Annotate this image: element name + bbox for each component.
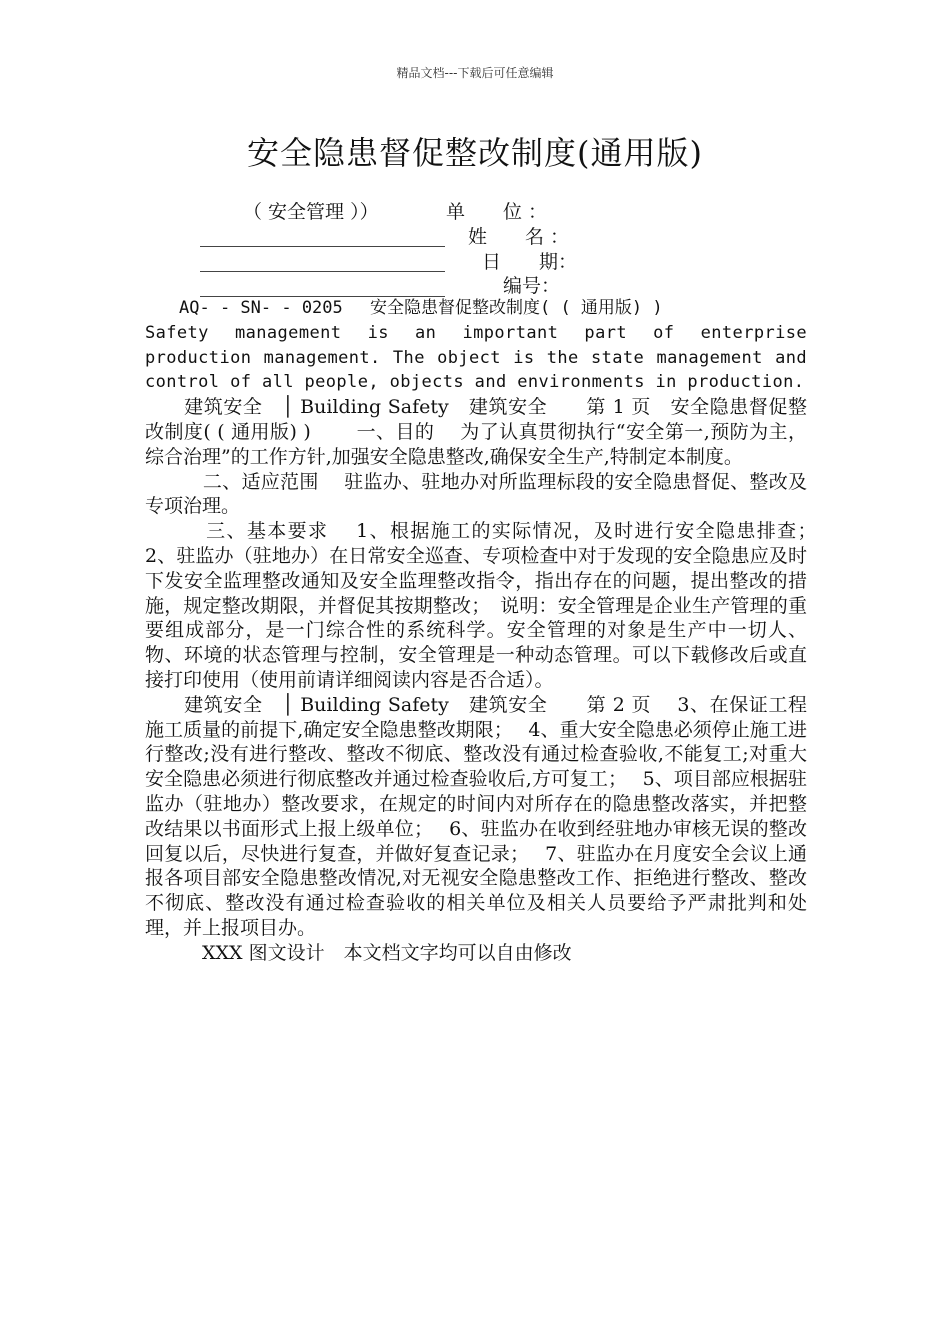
category-label: （ 安全管理 ）） (243, 201, 379, 223)
name-blank-line (200, 271, 445, 272)
date-label: 日 期： (482, 251, 578, 273)
section-scope: 二、适应范围 驻监办、驻地办对所监理标段的安全隐患督促、整改及专项治理。 (145, 470, 807, 518)
number-label: 编号： (503, 275, 561, 297)
name-label: 姓 名 ： (468, 226, 570, 248)
footer-note: XXX 图文设计 本文档文字均可以自由修改 (145, 941, 572, 964)
english-intro: Safety management is an important part of enterprise production management. The object is the state management and control of all people, objects and environments in production. (145, 322, 818, 393)
section-requirements: 三、基本要求 1、根据施工的实际情况，及时进行安全隐患排查； 2、驻监办（驻地办）在日常安全巡查、专项检查中对于发现的安全隐患应及时下发安全监理整改通知及安全监理整改指令，指出存在的问题，提出整改的措施，规定整改期限，并督促其按期整改； 说明：安全管理是企业生产管理的重要组成部分，是一门综合性的系统科学。安全管理的对象是生产中一切人、物、环境的状态管理与控制，安全管理是一种动态管理。可以下载修改后或直接打印使用（使用前请详细阅读内容是否合适）。 (145, 520, 827, 691)
section-requirements-continued: 建筑安全 │ Building Safety 建筑安全 第 2 页 3、在保证工程施工质量的前提下,确定安全隐患整改期限； 4、重大安全隐患必须停止施工进行整改;没有进行整改、整改不彻底、整改没有通过检查验收,不能复工;对重大安全隐患必须进行彻底整改并通过检查验收后,方可复工； 5、项目部应根据驻监办（驻地办）整改要求，在规定的时间内对所存在的隐患整改落实，并把整改结果以书面形式上报上级单位； 6、驻监办在收到经驻地办审核无误的整改回复以后，尽快进行复查，并做好复查记录； 7、驻监办在月度安全会议上通报各项目部安全隐患整改情况,对无视安全隐患整改工作、拒绝进行整改、整改不彻底、整改没有通过检查验收的相关单位及相关人员要给予严肃批判和处理，并上报项目办。 (145, 693, 807, 939)
unit-label: 单 位 ： (446, 201, 548, 223)
section-purpose: 建筑安全 │ Building Safety 建筑安全 第 1 页 安全隐患督促整改制度( ( 通用版) ) 一、目的 为了认真贯彻执行“安全第一,预防为主，综合治理”的工作方针,加强安全隐患整改,确保安全生产,特制定本制度。 (145, 396, 807, 468)
document-title: 安全隐患督促整改制度(通用版) (247, 134, 703, 172)
header-note: 精品文档---下载后可任意编辑 (396, 66, 554, 80)
unit-blank-line (200, 246, 445, 247)
doc-code-line: AQ- - SN- - 0205 安全隐患督促整改制度( ( 通用版) ) (145, 298, 663, 318)
document-body (145, 296, 827, 966)
